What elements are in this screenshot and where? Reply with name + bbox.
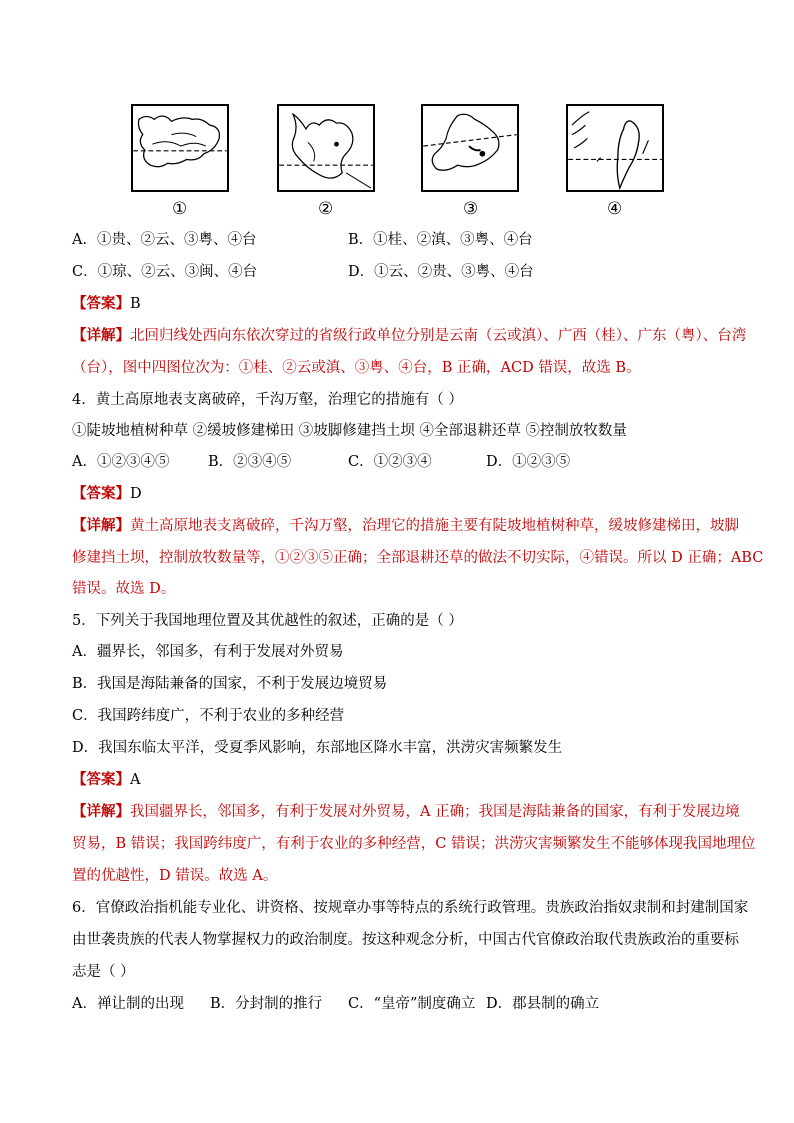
q3-option-a: A．①贵、②云、③粤、④台 xyxy=(72,232,257,248)
answer-value: A xyxy=(130,772,141,788)
q5-option-d: D．我国东临太平洋，受夏季风影响，东部地区降水丰富，洪涝灾害频繁发生 xyxy=(72,740,563,756)
q6-option-b: B．分封制的推行 xyxy=(210,996,323,1012)
q3-option-b: B．①桂、②滇、③粤、④台 xyxy=(348,232,533,248)
q5-option-b: B．我国是海陆兼备的国家，不利于发展边境贸易 xyxy=(72,676,388,692)
detail-text: 我国疆界长，邻国多，有利于发展对外贸易，A 正确；我国是海陆兼备的国家，有利于发展边境 xyxy=(130,804,740,820)
q5-option-c: C．我国跨纬度广，不利于农业的多种经营 xyxy=(72,708,345,724)
q4-answer xyxy=(72,484,142,504)
q4-items: ①陡坡地植树种草 ②缓坡修建梯田 ③坡脚修建挡土坝 ④全部退耕还草 ⑤控制放牧数量 xyxy=(72,423,627,439)
q3-detail-line-2: （台），图中四图位次为：①桂、②云或滇、③粤、④台，B 正确，ACD 错误，故选 B。 xyxy=(72,360,641,376)
map-1-guangxi xyxy=(131,104,229,192)
map-1-outline xyxy=(133,106,227,190)
q5-answer xyxy=(72,770,140,790)
detail-text: 北回归线处西向东依次穿过的省级行政单位分别是云南（云或滇）、广西（桂）、广东（粤）、台湾 xyxy=(130,328,747,344)
answer-tag: 【答案】 xyxy=(72,485,130,502)
q4-option-c: C．①②③④ xyxy=(348,454,432,470)
map-4-taiwan xyxy=(566,104,664,192)
map-3-label: ③ xyxy=(463,199,479,219)
q4-option-b: B．②③④⑤ xyxy=(208,454,292,470)
q5-option-a: A．疆界长，邻国多，有利于发展对外贸易 xyxy=(72,644,344,660)
map-2-outline xyxy=(279,106,373,190)
answer-tag: 【答案】 xyxy=(72,771,130,788)
q4-option-a: A．①②③④⑤ xyxy=(72,454,170,470)
q3-detail-line-1 xyxy=(72,326,746,346)
q4-option-d: D．①②③⑤ xyxy=(486,454,571,470)
q5-stem: 5．下列关于我国地理位置及其优越性的叙述，正确的是（ ） xyxy=(72,613,463,629)
q6-stem-line-3: 志是（ ） xyxy=(72,964,135,980)
map-2-yunnan xyxy=(277,104,375,192)
q6-stem-line-1: 6．官僚政治指机能专业化、讲资格、按规章办事等特点的系统行政管理。贵族政治指奴隶制和封建制国家 xyxy=(72,900,749,916)
q3-answer xyxy=(72,294,141,314)
map-2-label: ② xyxy=(318,199,334,219)
q6-option-d: D．郡县制的确立 xyxy=(486,996,600,1012)
q6-option-a: A．禅让制的出现 xyxy=(72,996,184,1012)
q5-detail-line-1 xyxy=(72,802,740,822)
map-3-guangdong xyxy=(421,104,519,192)
q6-option-c: C．“皇帝”制度确立 xyxy=(348,996,476,1012)
q6-stem-line-2: 由世袭贵族的代表人物掌握权力的政治制度。按这种观念分析，中国古代官僚政治取代贵族政治的重要标 xyxy=(72,932,739,948)
q4-detail-line-2: 修建挡土坝，控制放牧数量等，①②③⑤正确；全部退耕还草的做法不切实际，④错误。所以 D 正确；ABC xyxy=(72,550,764,566)
answer-value: B xyxy=(130,296,141,312)
map-3-outline xyxy=(423,106,517,190)
detail-tag: 【详解】 xyxy=(72,517,130,534)
answer-value: D xyxy=(130,486,142,502)
q5-detail-line-2: 贸易，B 错误；我国跨纬度广，有利于农业的多种经营，C 错误；洪涝灾害频繁发生不能够体现我国地理位 xyxy=(72,836,756,852)
map-4-label: ④ xyxy=(607,199,623,219)
map-4-outline xyxy=(568,106,662,190)
q3-option-c: C．①琼、②云、③闽、④台 xyxy=(72,264,258,280)
q4-stem: 4．黄土高原地表支离破碎，千沟万壑，治理它的措施有（ ） xyxy=(72,392,463,408)
detail-text: 黄土高原地表支离破碎，千沟万壑，治理它的措施主要有陡坡地植树种草，缓坡修建梯田，坡脚 xyxy=(130,518,739,534)
q4-detail-line-3: 错误。故选 D。 xyxy=(72,581,176,597)
q5-detail-line-3: 置的优越性，D 错误。故选 A。 xyxy=(72,868,278,884)
detail-tag: 【详解】 xyxy=(72,327,130,344)
q4-detail-line-1 xyxy=(72,516,739,536)
answer-tag: 【答案】 xyxy=(72,295,130,312)
detail-tag: 【详解】 xyxy=(72,803,130,820)
map-1-label: ① xyxy=(172,199,188,219)
q3-option-d: D．①云、②贵、③粤、④台 xyxy=(348,264,534,280)
